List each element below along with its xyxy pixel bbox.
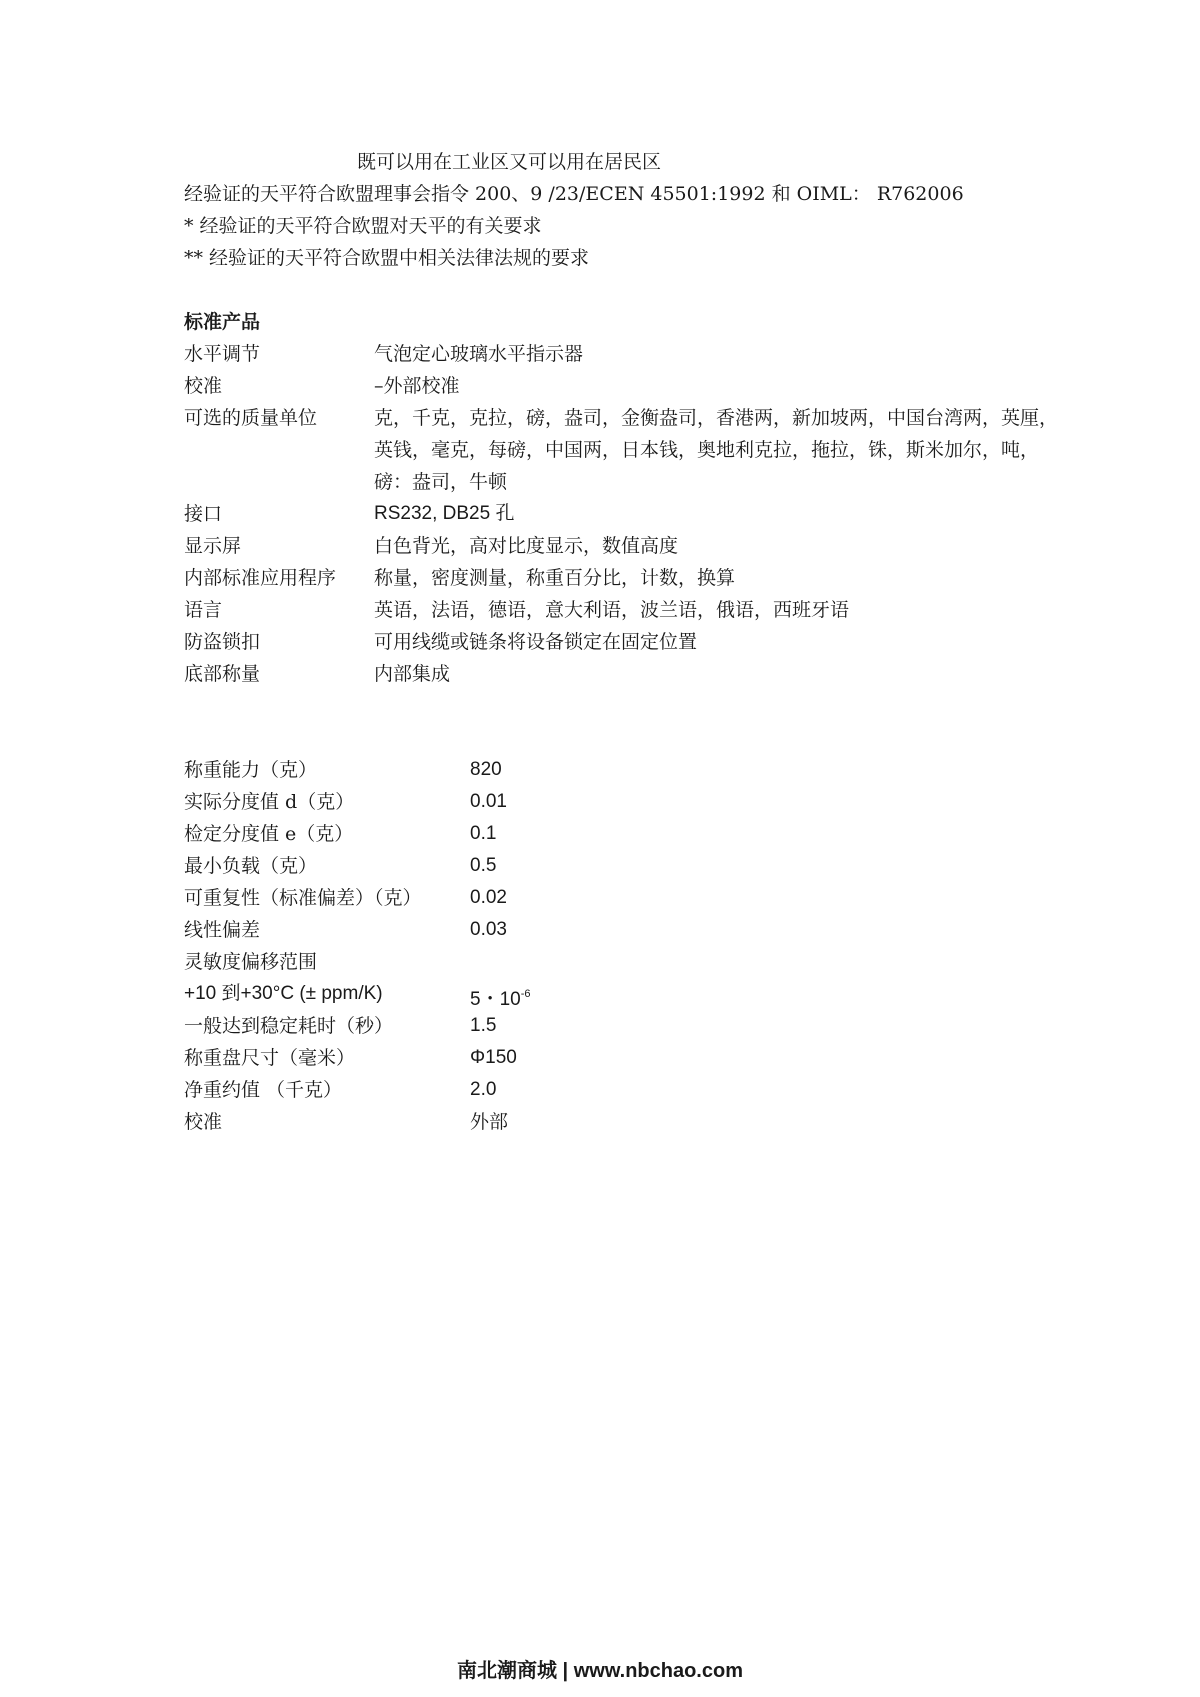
spec-value: 内部集成	[374, 663, 451, 685]
tech-value: 外部	[470, 1111, 509, 1133]
tech-value: 0.03	[470, 919, 507, 940]
tech-value: 1.5	[470, 1015, 497, 1036]
spec-value: 白色背光，高对比度显示，数值高度	[374, 535, 679, 557]
tech-label: 灵敏度偏移范围	[184, 951, 318, 973]
spec-value: 英语，法语，德语，意大利语，波兰语，俄语，西班牙语	[374, 599, 850, 621]
tech-value: 0.01	[470, 791, 507, 812]
spec-label: 防盗锁扣	[184, 631, 261, 653]
tech-label: 实际分度值 d（克）	[184, 791, 355, 813]
intro-line-note-1: * 经验证的天平符合欧盟对天平的有关要求	[184, 215, 542, 237]
tech-label: 最小负载（克）	[184, 855, 318, 877]
tech-value: 0.5	[470, 855, 497, 876]
tech-value: Φ150	[470, 1047, 517, 1068]
tech-value: 0.1	[470, 823, 497, 844]
tech-label: +10 到+30°C (± ppm/K)	[184, 983, 383, 1004]
footer-site-link[interactable]: 南北潮商城 | www.nbchao.com	[457, 1660, 743, 1682]
spec-value: –外部校准	[374, 375, 460, 397]
tech-label: 线性偏差	[184, 919, 261, 941]
tech-label: 可重复性（标准偏差）（克）	[184, 887, 422, 909]
tech-label: 净重约值 （千克）	[184, 1079, 343, 1101]
spec-label: 可选的质量单位	[184, 407, 318, 429]
spec-label: 语言	[184, 599, 223, 621]
tech-value: 0.02	[470, 887, 507, 908]
section-title-standard: 标准产品	[184, 311, 261, 333]
tech-value: 820	[470, 759, 502, 780]
tech-value-exponent: -6	[520, 988, 531, 1000]
spec-label: 底部称量	[184, 663, 261, 685]
spec-label: 内部标准应用程序	[184, 567, 337, 589]
tech-label: 检定分度值 e（克）	[184, 823, 354, 845]
spec-label: 显示屏	[184, 535, 242, 557]
tech-value-base: 5・10	[470, 989, 521, 1010]
intro-line-directive: 经验证的天平符合欧盟理事会指令 200、9 /23/ECEN 45501:1992 和 OIML： R762006	[184, 183, 964, 205]
tech-value: 2.0	[470, 1079, 497, 1100]
tech-label: 校准	[184, 1111, 223, 1133]
spec-value: 气泡定心玻璃水平指示器	[374, 343, 584, 365]
spec-label: 接口	[184, 503, 223, 525]
spec-label: 校准	[184, 375, 223, 397]
spec-value: 克，千克，克拉，磅，盎司，金衡盎司，香港两，新加坡两，中国台湾两，英厘，英钱，毫克，每磅，中国两，日本钱，奥地利克拉，拖拉，铢，斯米加尔，吨，磅：盎司，牛顿	[374, 407, 1059, 493]
tech-label: 一般达到稳定耗时（秒）	[184, 1015, 394, 1037]
spec-value: 可用线缆或链条将设备锁定在固定位置	[374, 631, 698, 653]
spec-label: 水平调节	[184, 343, 261, 365]
intro-line-note-2: ** 经验证的天平符合欧盟中相关法律法规的要求	[184, 247, 590, 269]
spec-value: 称量，密度测量，称重百分比，计数，换算	[374, 567, 736, 589]
tech-label: 称重盘尺寸（毫米）	[184, 1047, 356, 1069]
spec-value: RS232, DB25 孔	[374, 503, 515, 524]
tech-label: 称重能力（克）	[184, 759, 318, 781]
intro-line-usage: 既可以用在工业区又可以用在居民区	[357, 151, 662, 173]
